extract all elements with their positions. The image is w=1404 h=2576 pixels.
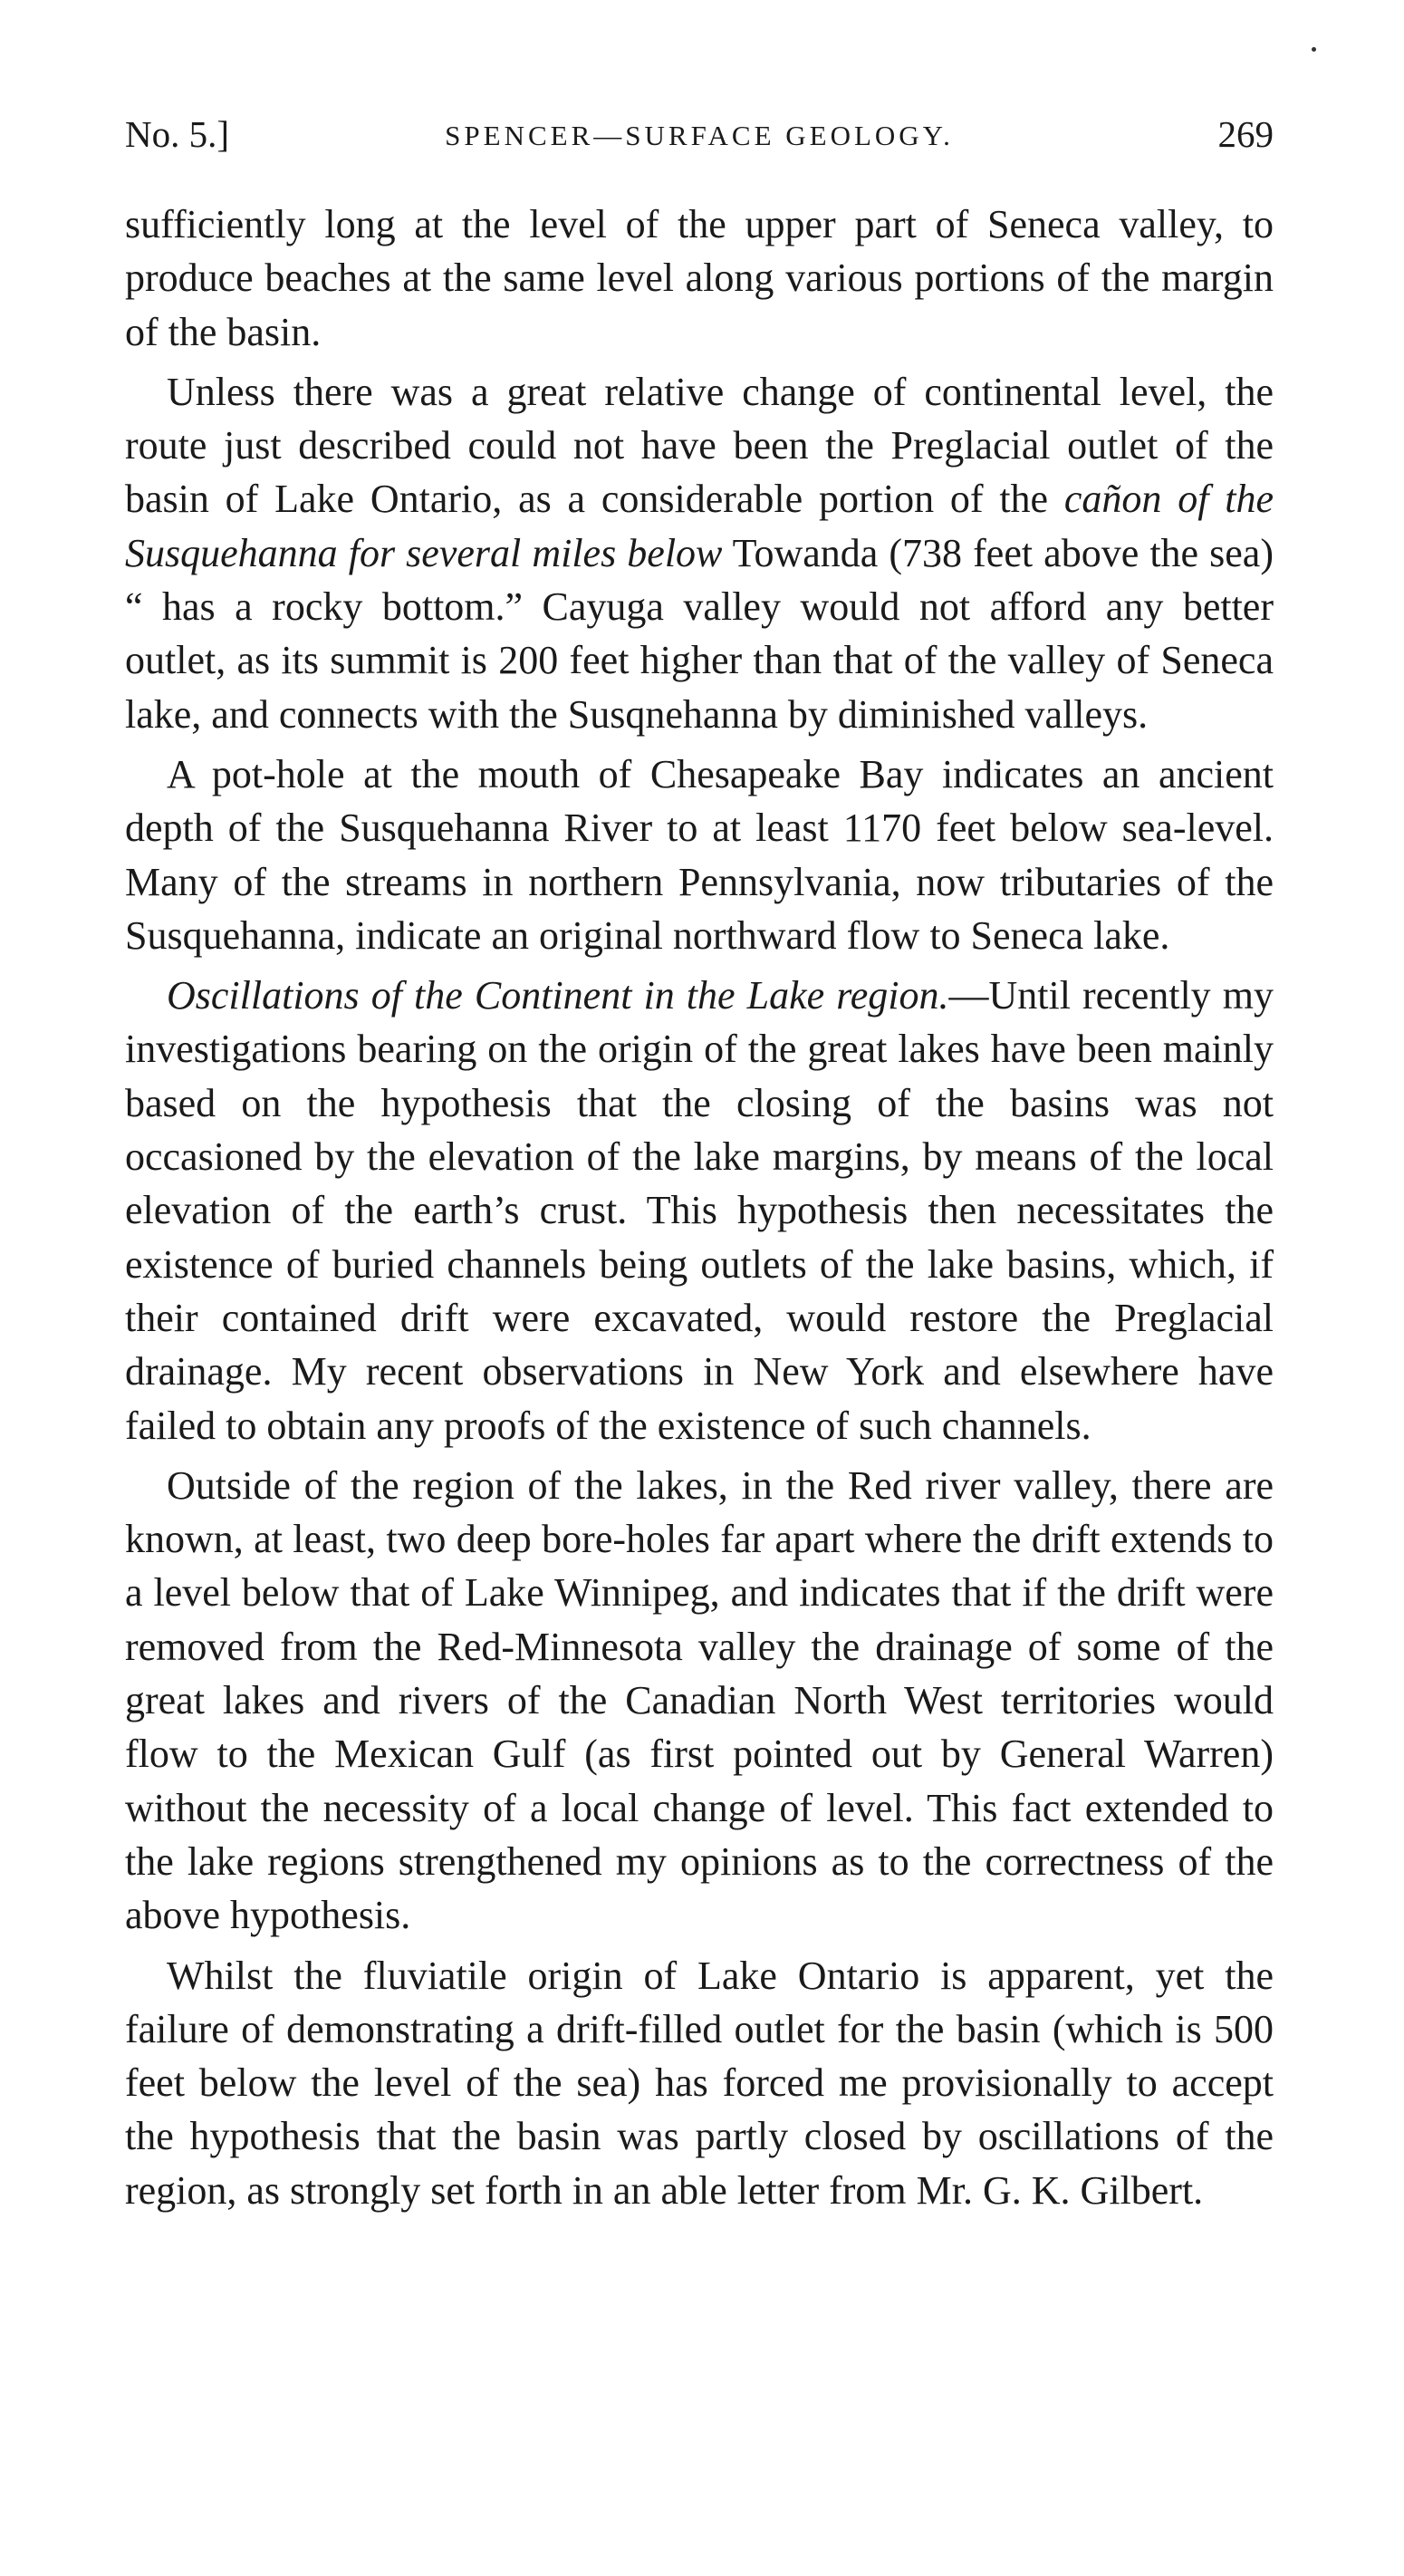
italic-phrase: cañon of the Susquehanna for several miles below: [125, 477, 1274, 575]
ink-speck: [1312, 47, 1316, 52]
paragraph-continuation: sufficiently long at the level of the upper part of Seneca valley, to produce beaches at the same level along various portions of the margin of the basin.: [125, 202, 1274, 354]
paragraph-red-river: Outside of the region of the lakes, in the Red river valley, there are known, at least, two deep bore-holes far apart where the drift extends to a level below that of Lake Winnipeg, and indicates that if the drift were removed from the Red-Minnesota valley the drainage of some of the great lakes and rivers of the Canadian North West territories would flow to the Mexican Gulf (as first pointed out by General Warren) without the necessity of a local change of level. This fact extended to the lake regions strengthened my opinions as to the correctness of the above hypothesis.: [125, 1462, 1274, 1938]
issue-number: No. 5.]: [125, 113, 230, 155]
running-header: [125, 107, 1274, 161]
page-number: 269: [1217, 113, 1274, 155]
paragraph-pot-hole: A pot-hole at the mouth of Chesapeake Bay indicates an ancient depth of the Susquehanna River to at least 1170 feet below sea-level. Many of the streams in northern Pennsylvania, now tributaries of the Susquehanna, indicate an original northward flow to Seneca lake.: [125, 751, 1274, 958]
paragraph-preglacial-outlet: [125, 365, 1274, 741]
section-heading-italic: Oscillations of the Continent in the Lake region.: [167, 973, 949, 1018]
paragraph-lead-text: Unless there was a great relative change of continental level, the route just described could not have been the Preglacial outlet of the basin of Lake Ontario, as a considerable portion of the: [125, 369, 1274, 522]
paragraph-tail-text: Towanda (738 feet above the sea) “ has a rocky bottom.” Cayuga valley would not afford any better outlet, as its summit is 200 feet higher than that of the valley of Seneca lake, and connects with the Susqnehanna by diminished valleys.: [125, 530, 1274, 737]
paragraph-oscillations: [125, 969, 1274, 1452]
body-text: [125, 198, 1274, 2224]
running-title: SPENCER—SURFACE GEOLOGY.: [445, 120, 954, 151]
paragraph-fluviatile-origin: Whilst the fluviatile origin of Lake Ontario is apparent, yet the failure of demonstrating a drift-filled outlet for the basin (which is 500 feet below the level of the sea) has forced me provisionally to accept the hypothesis that the basin was partly closed by oscillations of the region, as strongly set forth in an able letter from Mr. G. K. Gilbert.: [125, 1953, 1274, 2213]
paragraph-tail-text: —Until recently my investigations bearing on the origin of the great lakes have been mainly based on the hypothesis that the closing of the basins was not occasioned by the elevation of the lake margins, by means of the local elevation of the earth’s crust. This hypothesis then necessitates the existence of buried channels being outlets of the lake basins, which, if their contained drift were excavated, would restore the Preglacial drainage. My recent observations in New York and elsewhere have failed to obtain any proofs of the existence of such channels.: [125, 973, 1274, 1448]
